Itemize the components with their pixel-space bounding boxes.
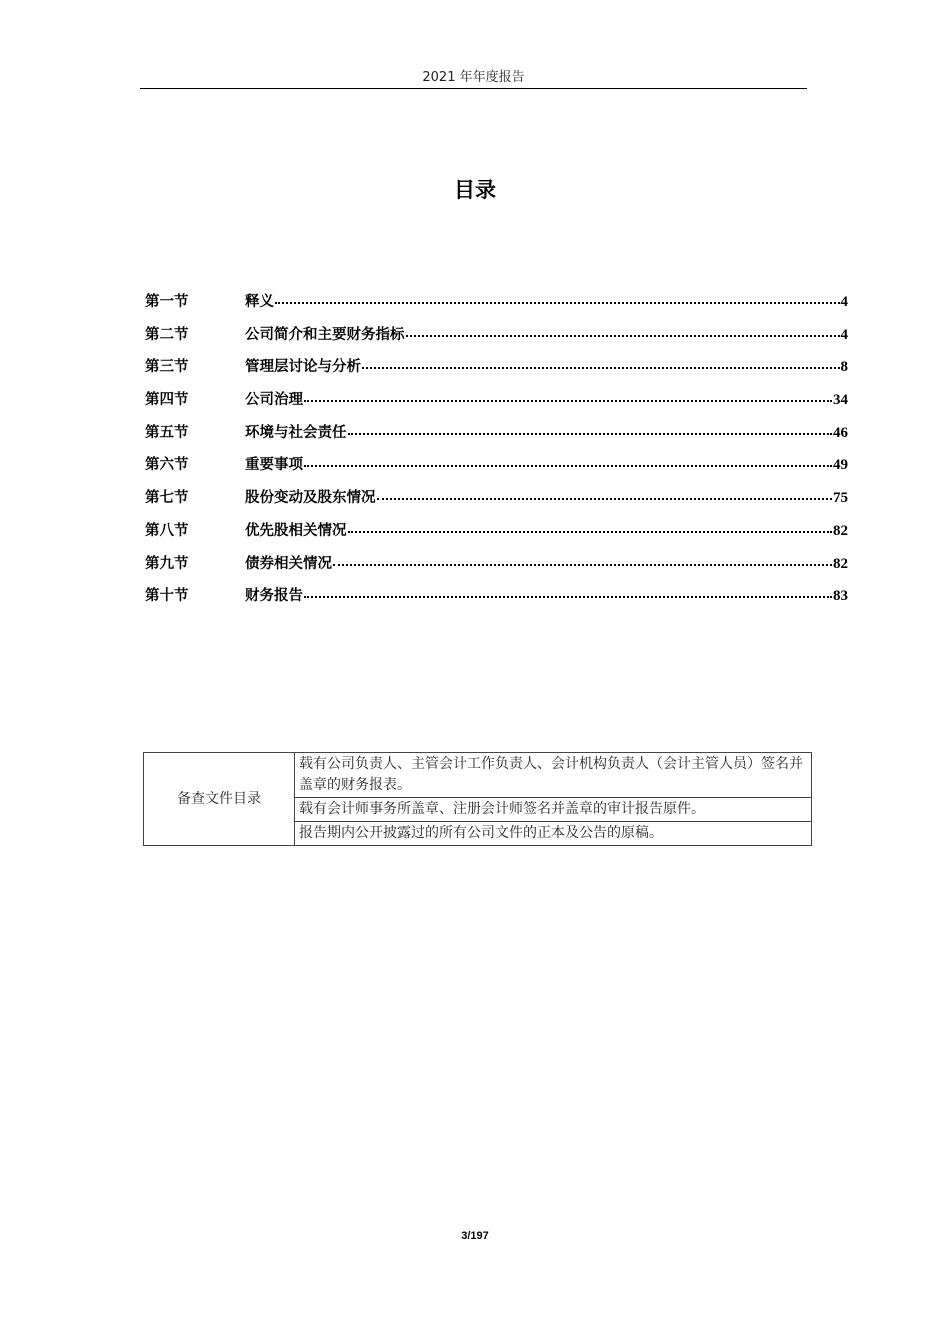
toc-section-title: 股份变动及股东情况 — [245, 490, 376, 507]
toc-entry-8[interactable] — [145, 519, 848, 552]
toc-entry-4[interactable] — [145, 388, 848, 421]
toc-dot-leader — [275, 301, 840, 304]
toc-dot-leader — [406, 334, 840, 337]
reference-file-item: 载有会计师事务所盖章、注册会计师签名并盖章的审计报告原件。 — [295, 798, 812, 822]
toc-section-number: 第五节 — [145, 424, 189, 441]
reference-files-table — [143, 752, 812, 846]
toc-entry-7[interactable] — [145, 486, 848, 519]
toc-entry-1[interactable] — [145, 290, 848, 323]
toc-page-number: 75 — [833, 490, 848, 507]
toc-page-number: 34 — [833, 392, 848, 409]
toc-page-number: 82 — [833, 522, 848, 539]
toc-dot-leader — [362, 366, 840, 369]
toc-dot-leader — [377, 497, 833, 500]
toc-page-number: 83 — [833, 588, 848, 605]
toc-section-title: 重要事项 — [245, 457, 303, 474]
toc-section-number: 第六节 — [145, 457, 189, 474]
toc-section-title: 公司治理 — [245, 392, 303, 409]
toc-section-title: 优先股相关情况 — [245, 522, 347, 539]
reference-file-item: 载有公司负责人、主管会计工作负责人、会计机构负责人（会计主管人员）签名并盖章的财务报表。 — [295, 753, 812, 798]
toc-page-number: 4 — [840, 326, 848, 343]
toc-page-number: 49 — [833, 457, 848, 474]
toc-section-number: 第三节 — [145, 359, 189, 376]
toc-section-title: 管理层讨论与分析 — [245, 359, 361, 376]
toc-page-number: 82 — [833, 555, 848, 572]
toc-section-number: 第二节 — [145, 326, 189, 343]
toc-section-number: 第一节 — [145, 294, 189, 310]
toc-dot-leader — [348, 432, 833, 435]
toc-dot-leader — [304, 464, 832, 467]
toc-section-title: 环境与社会责任 — [245, 424, 347, 441]
toc-section-number: 第九节 — [145, 555, 189, 572]
toc-entry-2[interactable] — [145, 323, 848, 356]
toc-section-number: 第七节 — [145, 490, 189, 507]
toc-section-title: 释义 — [245, 294, 274, 310]
table-row — [144, 753, 812, 798]
reference-files-label: 备查文件目录 — [144, 753, 295, 846]
toc-entry-3[interactable] — [145, 355, 848, 388]
toc-section-title: 债券相关情况 — [245, 555, 332, 572]
toc-dot-leader — [348, 530, 833, 533]
header-divider — [140, 88, 807, 89]
header-title: 2021 年年度报告 — [422, 70, 525, 85]
toc-entry-10[interactable] — [145, 584, 848, 617]
toc-entry-5[interactable] — [145, 421, 848, 454]
toc-section-title: 财务报告 — [245, 588, 303, 605]
toc-entry-6[interactable] — [145, 453, 848, 486]
toc-section-number: 第十节 — [145, 588, 189, 605]
page-number: 3/197 — [461, 1230, 489, 1242]
toc-section-number: 第八节 — [145, 522, 189, 539]
page-title: 目录 — [454, 178, 496, 202]
toc-page-number: 8 — [840, 359, 848, 376]
toc-page-number: 46 — [833, 424, 848, 441]
reference-file-item: 报告期内公开披露过的所有公司文件的正本及公告的原稿。 — [295, 822, 812, 846]
toc-section-title: 公司简介和主要财务指标 — [245, 326, 405, 343]
toc-dot-leader — [304, 595, 832, 598]
toc-page-number: 4 — [840, 294, 848, 310]
toc-dot-leader — [333, 563, 832, 566]
toc-section-number: 第四节 — [145, 392, 189, 409]
table-of-contents — [145, 290, 848, 617]
toc-dot-leader — [304, 399, 832, 402]
toc-entry-9[interactable] — [145, 552, 848, 585]
